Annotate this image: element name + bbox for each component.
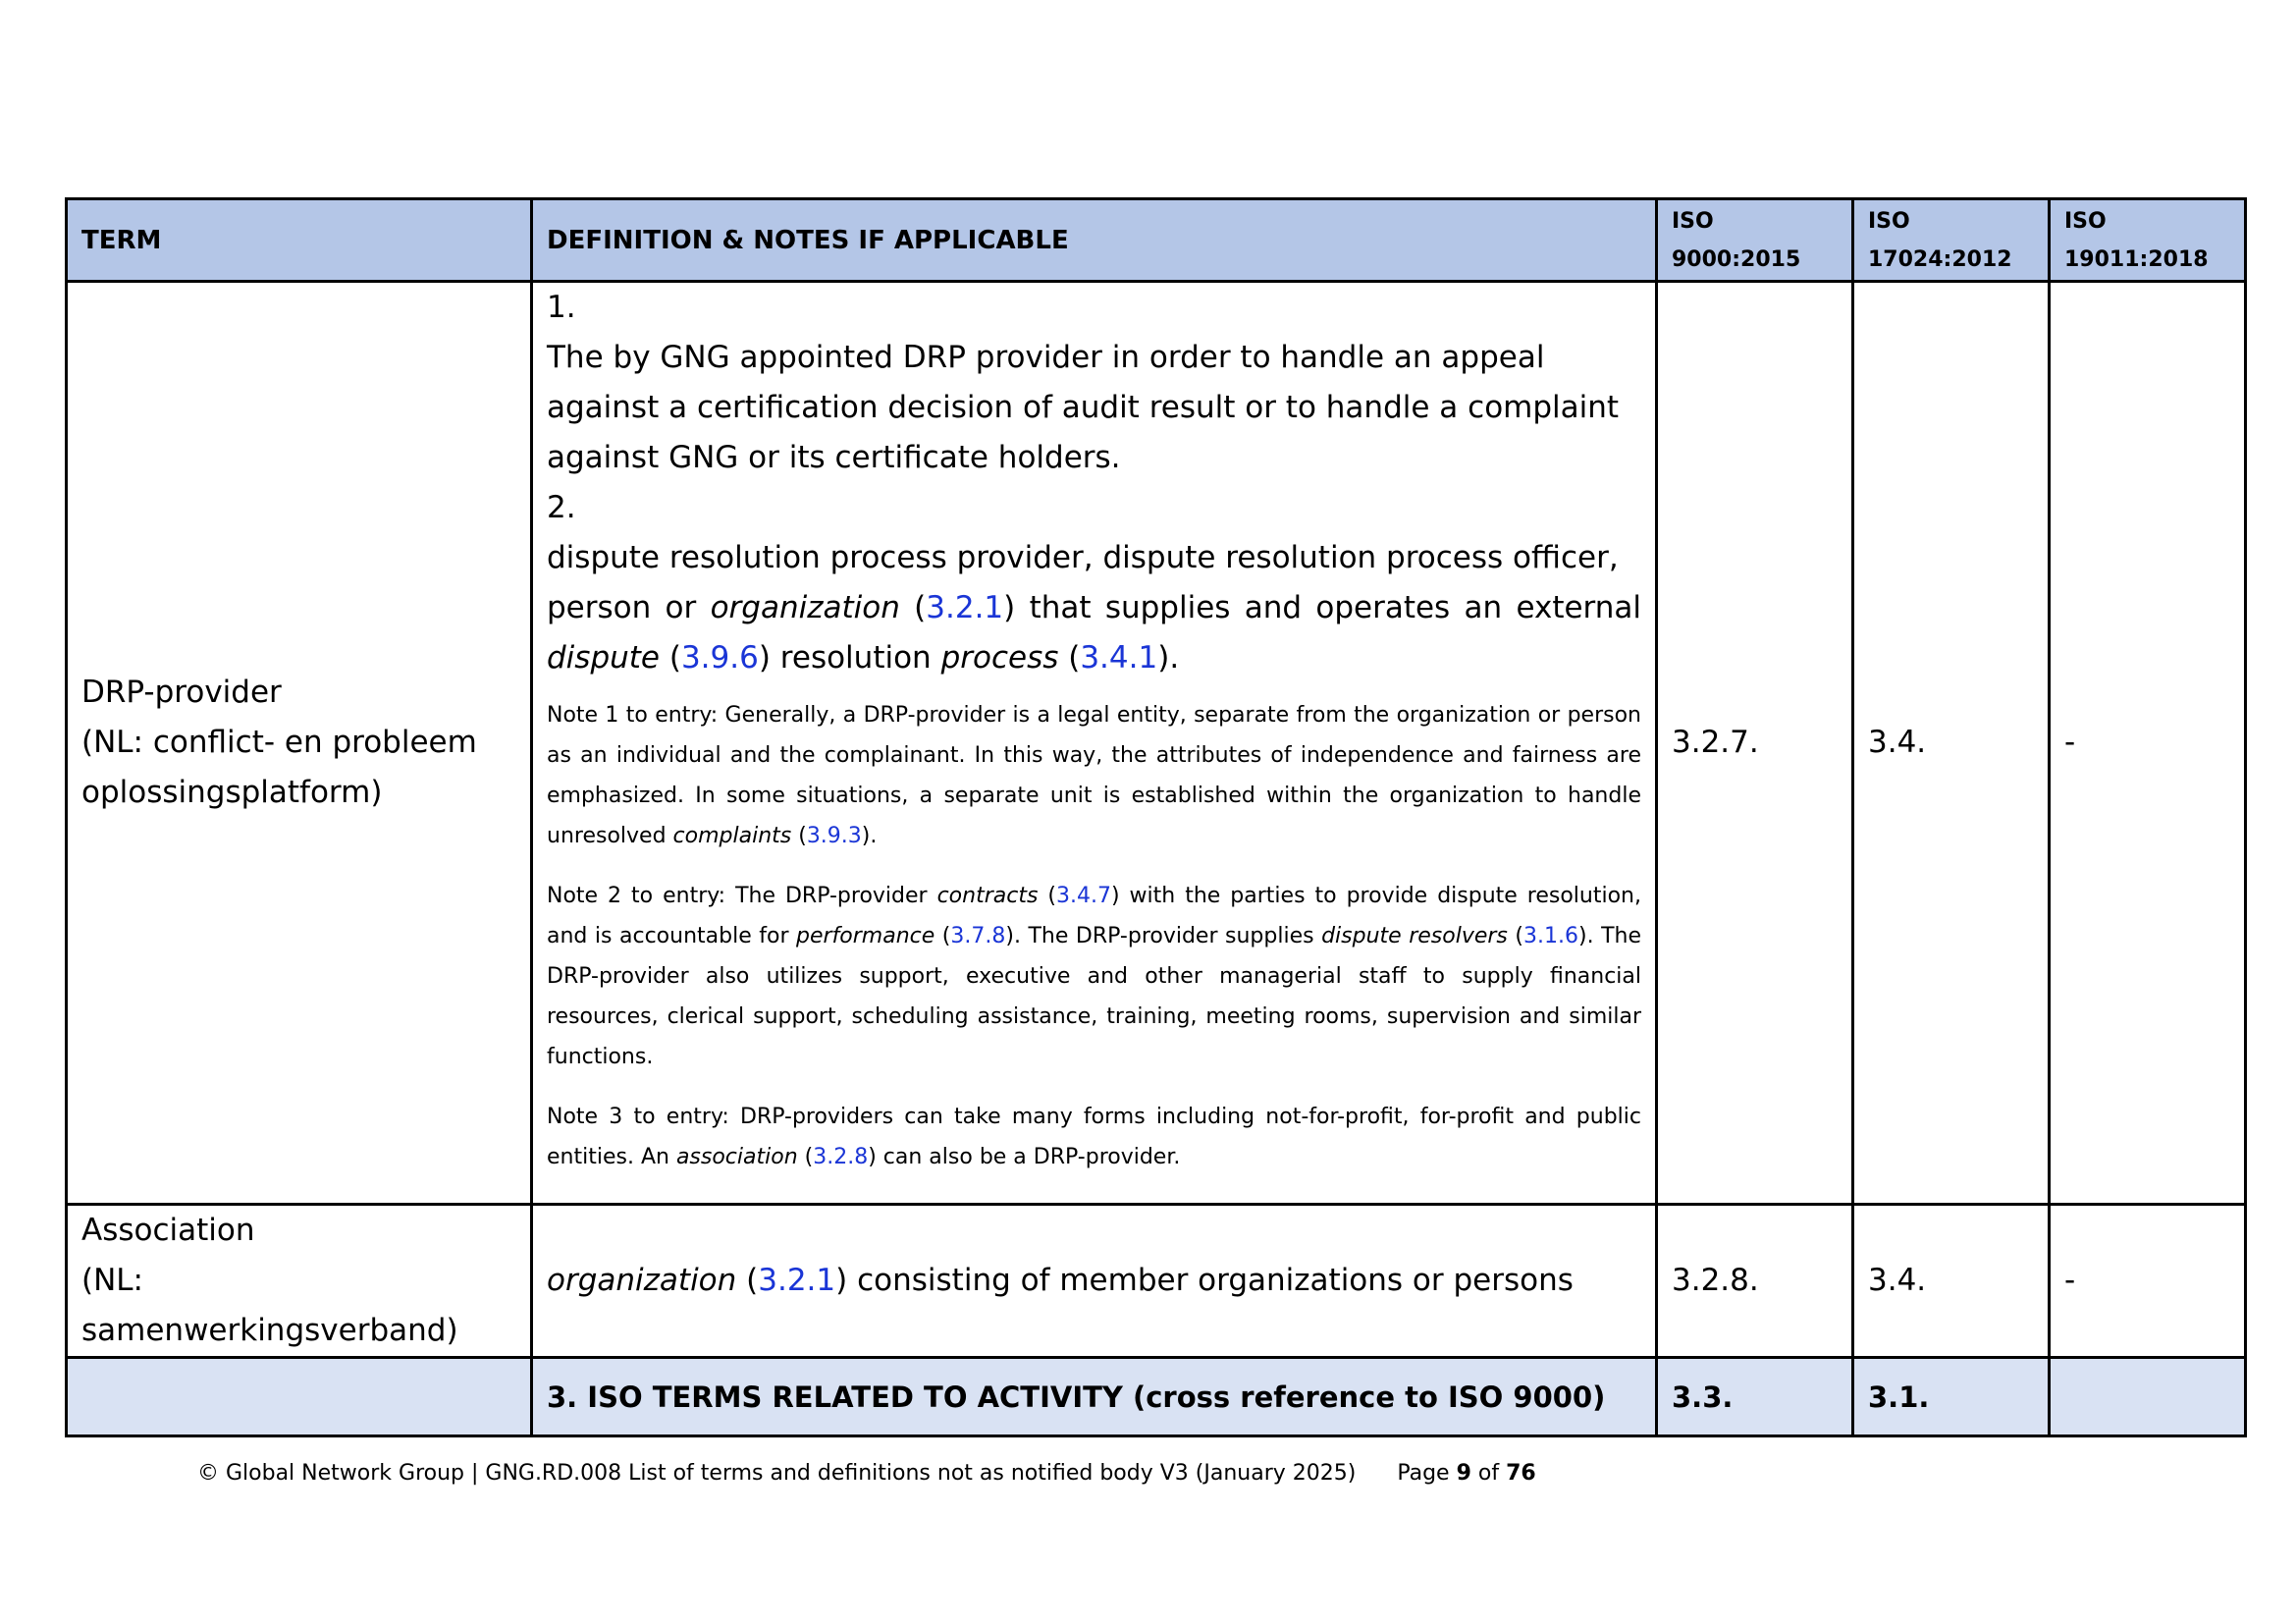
table-header-row — [67, 199, 2246, 282]
term-line: (NL: conflict- en probleem — [81, 725, 477, 760]
text-run: Note 1 to entry: Generally, a DRP-provider is a legal entity, separate from the organization or person as an individual and the complainant. In this way, the attributes of independence and fairness are emphasized. In some situations, a separate unit is established within the organization to handle unresolved — [547, 703, 1641, 848]
text-run: organization — [710, 590, 900, 625]
def-synonyms: dispute resolution process provider, dispute resolution process officer, — [547, 540, 1619, 575]
table-row-association — [67, 1205, 2246, 1358]
header-iso-19011 — [2050, 199, 2246, 282]
text-run: Note 2 to entry: The DRP-provider — [547, 884, 937, 908]
definition-drp-provider — [532, 282, 1657, 1205]
def-text: person or organization (3.2.1) that supplies and operates an external dispute (3.9.6) resolution process (3.4.1). — [547, 590, 1641, 676]
term-line: DRP-provider — [81, 675, 282, 710]
reference-link[interactable]: 3.4.7 — [1056, 884, 1111, 908]
footer-page-label: Page — [1397, 1461, 1457, 1486]
table-row-section — [67, 1358, 2246, 1436]
text-run: performance — [796, 924, 935, 948]
header-definition: DEFINITION & NOTES IF APPLICABLE — [532, 199, 1657, 282]
iso-19011-value: - — [2050, 1205, 2246, 1358]
header-iso-19011-a: ISO — [2064, 208, 2107, 234]
text-run: with the parties to provide dispute resolution, and is accountable for — [547, 884, 1641, 948]
note-2: Note 2 to entry: The DRP-provider contracts (3.4.7) with the parties to provide dispute resolution, and is accountable for performance (3.7.8). The DRP-provider supplies dispute resolvers (3.1.6). The DRP-provider also utilizes support, executive and other managerial staff to supply financial resources, clerical support, scheduling assistance, training, meeting rooms, supervision and similar functions. — [547, 884, 1641, 1069]
iso-17024-value: 3.4. — [1853, 282, 2050, 1205]
note-3: Note 3 to entry: DRP-providers can take many forms including not-for-profit, for-profit and public entities. An association (3.2.8) can also be a DRP-provider. — [547, 1105, 1641, 1169]
section-iso-19011 — [2050, 1358, 2246, 1436]
header-iso-17024-b: 17024:2012 — [1868, 246, 2012, 272]
term-association — [67, 1205, 532, 1358]
header-iso-9000 — [1657, 199, 1853, 282]
terms-table — [65, 197, 2247, 1437]
text-run: Note 3 to entry: DRP-providers can take many forms including not-for-profit, for-profit and public entities. An — [547, 1105, 1641, 1169]
note-1: Note 1 to entry: Generally, a DRP-provider is a legal entity, separate from the organization or person as an individual and the complainant. In this way, the attributes of independence and fairness are emphasized. In some situations, a separate unit is established within the organization to handle unresolved complaints (3.9.3). — [547, 703, 1641, 848]
header-iso-17024 — [1853, 199, 2050, 282]
reference-link[interactable]: 3.7.8 — [950, 924, 1006, 948]
def-number: 2. — [547, 490, 576, 525]
header-iso-9000-a: ISO — [1672, 208, 1714, 234]
text-run: that supplies and operates an external — [1015, 590, 1641, 625]
text-run: person or — [547, 590, 711, 625]
text-run: association — [675, 1145, 798, 1169]
text-run: resolution — [770, 640, 941, 676]
section-term-empty — [67, 1358, 532, 1436]
text-run: . The DRP-provider also utilizes support, executive and other managerial staff to supply financial resources, clerical support, scheduling assistance, training, meeting rooms, supervision and similar functions. — [547, 924, 1641, 1069]
def-number: 1. — [547, 290, 576, 325]
page-footer — [197, 1461, 1536, 1486]
reference-link[interactable]: 3.1.6 — [1523, 924, 1578, 948]
header-iso-17024-a: ISO — [1868, 208, 1910, 234]
iso-17024-value: 3.4. — [1853, 1205, 2050, 1358]
header-iso-9000-b: 9000:2015 — [1672, 246, 1801, 272]
reference-link[interactable]: 3.2.1 — [926, 590, 1004, 625]
def-text: The by GNG appointed DRP provider in order to handle an appeal against a certification decision of audit result or to handle a complaint against GNG or its certificate holders. — [547, 340, 1620, 475]
reference-link[interactable]: 3.4.1 — [1080, 640, 1158, 676]
text-run: contracts — [936, 884, 1039, 908]
reference-link[interactable]: 3.9.3 — [806, 824, 862, 848]
text-run: organization — [547, 1263, 737, 1298]
footer-page-total: 76 — [1506, 1461, 1536, 1486]
text-run: dispute — [547, 640, 660, 676]
footer-text: © Global Network Group | GNG.RD.008 List of terms and definitions not as notified body V3 (January 2025) — [197, 1461, 1357, 1486]
text-run: complaints — [672, 824, 792, 848]
text-run: can also be a DRP-provider. — [876, 1145, 1181, 1169]
header-iso-19011-b: 19011:2018 — [2064, 246, 2209, 272]
term-line: oplossingsplatform) — [81, 775, 383, 810]
reference-link[interactable]: 3.9.6 — [680, 640, 759, 676]
term-line: Association — [81, 1213, 255, 1248]
table-row-drp-provider — [67, 282, 2246, 1205]
header-term: TERM — [67, 199, 532, 282]
term-line: (NL: samenwerkingsverband) — [81, 1263, 458, 1348]
iso-9000-value: 3.2.8. — [1657, 1205, 1853, 1358]
section-title: 3. ISO TERMS RELATED TO ACTIVITY (cross reference to ISO 9000) — [532, 1358, 1657, 1436]
footer-of: of — [1470, 1461, 1507, 1486]
text-run: dispute resolvers — [1321, 924, 1508, 948]
definition-association: organization (3.2.1) consisting of member organizations or persons — [532, 1205, 1657, 1358]
reference-link[interactable]: 3.2.1 — [758, 1263, 836, 1298]
section-iso-17024: 3.1. — [1853, 1358, 2050, 1436]
text-run: process — [940, 640, 1059, 676]
iso-19011-value: - — [2050, 282, 2246, 1205]
footer-page-number: 9 — [1456, 1461, 1471, 1486]
text-run: . The DRP-provider supplies — [1013, 924, 1322, 948]
text-run: consisting of member organizations or persons — [847, 1263, 1574, 1298]
iso-9000-value: 3.2.7. — [1657, 282, 1853, 1205]
reference-link[interactable]: 3.2.8 — [813, 1145, 869, 1169]
term-drp-provider — [67, 282, 532, 1205]
section-iso-9000: 3.3. — [1657, 1358, 1853, 1436]
